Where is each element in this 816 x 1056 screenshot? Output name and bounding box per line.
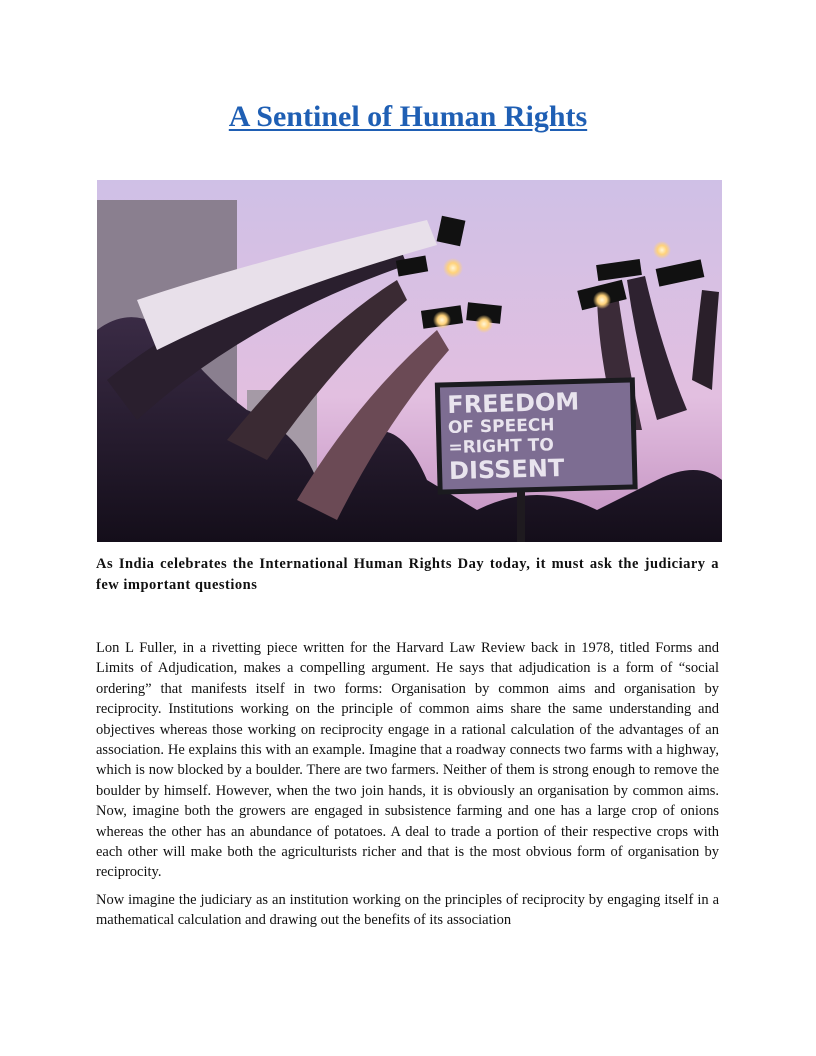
protest-photo (97, 180, 722, 542)
article-body (96, 638, 719, 938)
paragraph: Lon L Fuller, in a rivetting piece written for the Harvard Law Review back in 1978, titled Forms and Limits of Adjudication, makes a compelling argument. He says that adjudication is a form of “social ordering” that manifests itself in two forms: Organisation by common aims and organisation by reciprocity. Institutions working on the principle of common aims share the same understanding and objectives whereas those working on reciprocity engage in a rational calculation of the advantages of an association. He explains this with an example. Imagine that a roadway connects two farms with a highway, which is now blocked by a boulder. There are two farmers. Neither of them is strong enough to remove the boulder by himself. However, when the two join hands, it is obviously an organisation by common aims. Now, imagine both the growers are engaged in subsistence farming and one has a large crop of onions whereas the other has an abundance of potatoes. A deal to trade a portion of their respective crops with each other will make both the agriculturists richer and that is the most obvious form of organisation by reciprocity. (96, 640, 719, 881)
article-subtitle: As India celebrates the International Human Rights Day today, it must ask the judiciary a few important questions (96, 556, 719, 593)
protest-photo-illustration (97, 180, 722, 542)
sign-line-right-to: =RIGHT TO (448, 435, 555, 458)
protest-sign-text (447, 387, 633, 484)
sign-line-freedom: FREEDOM (446, 387, 580, 419)
article-title (0, 98, 816, 136)
article-title-link[interactable]: A Sentinel of Human Rights (228, 100, 588, 133)
paragraph: Now imagine the judiciary as an institution working on the principles of reciprocity by engaging itself in a mathematical calculation and drawing out the benefits of its association (96, 891, 719, 929)
sign-line-dissent: DISSENT (448, 453, 565, 485)
sign-line-of-speech: OF SPEECH (447, 415, 555, 438)
